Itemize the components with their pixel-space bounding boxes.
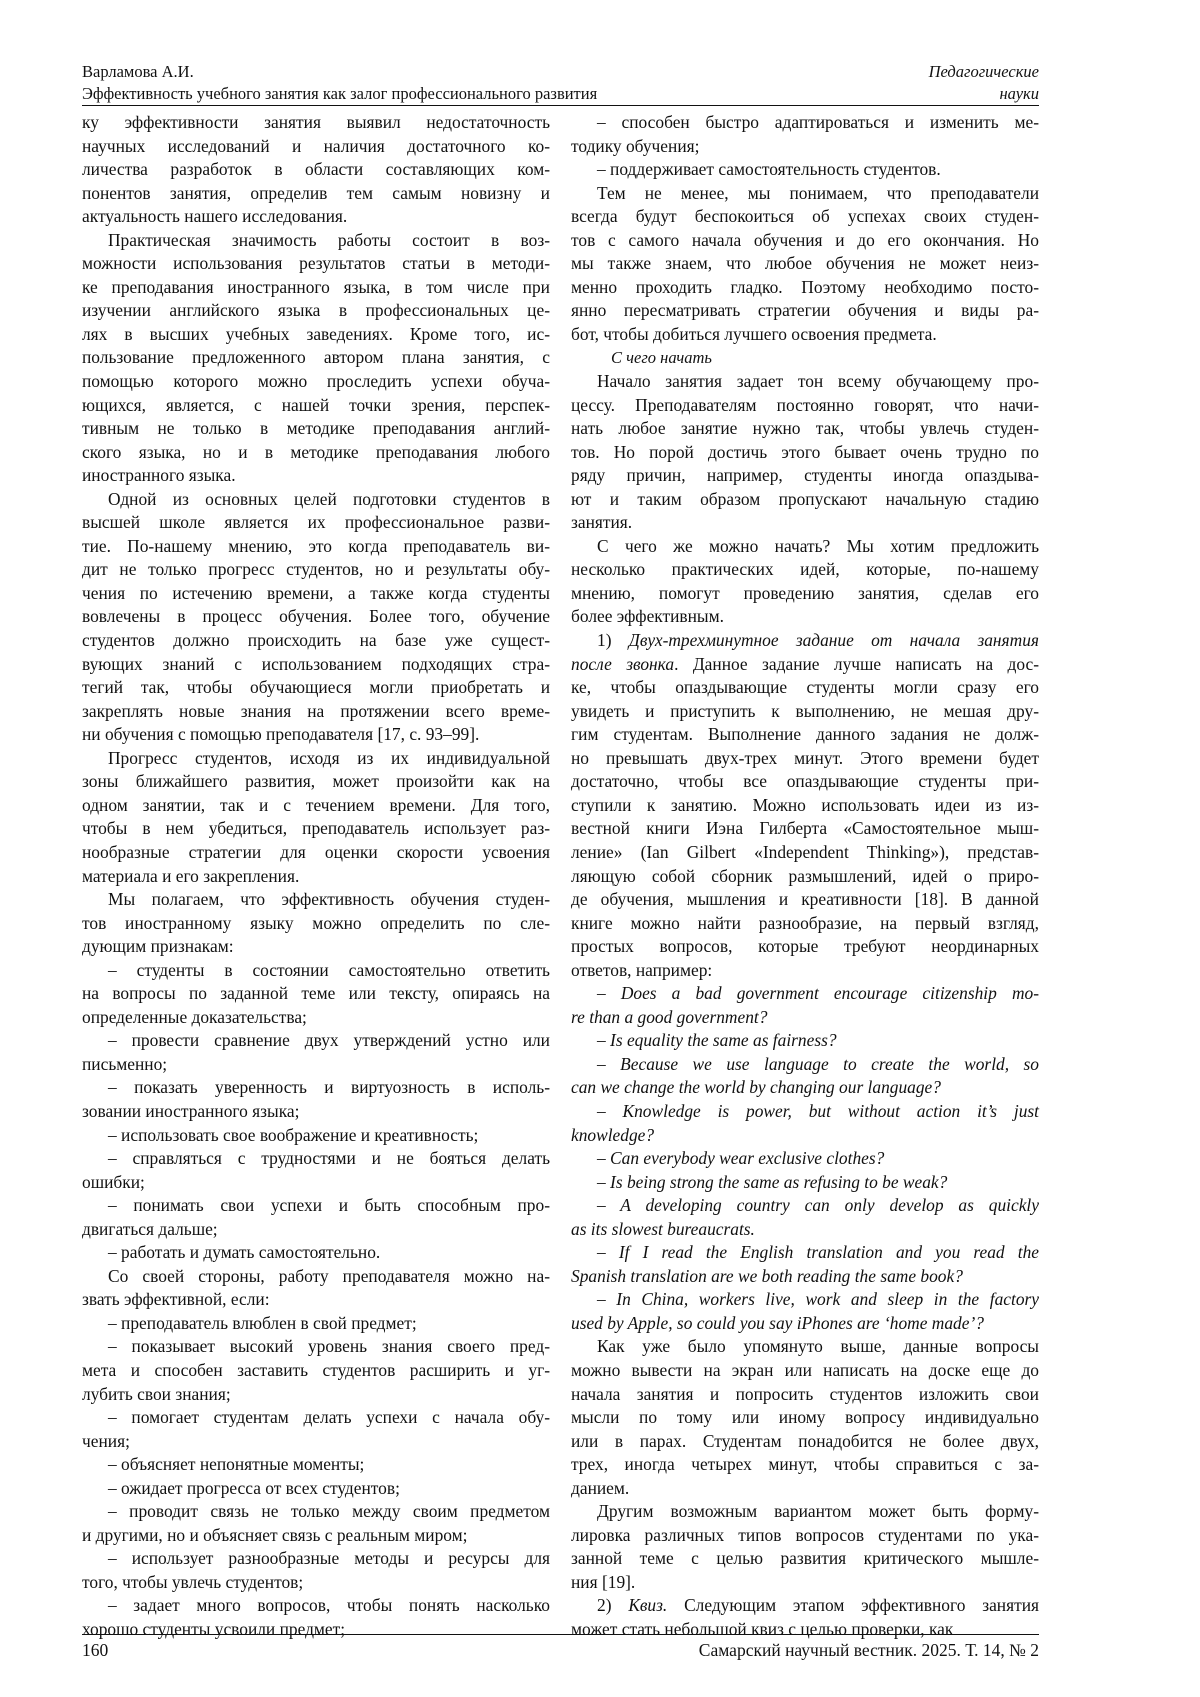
text-line: – Is being strong the same as refusing to be weak? — [571, 1171, 1039, 1195]
text-line: С чего начать — [571, 346, 1039, 370]
text-line: дит не только прогресс студентов, но и результаты обу- — [82, 558, 550, 582]
paragraph — [571, 1194, 1039, 1241]
text-line: и другими, но и объясняет связь с реальным миром; — [82, 1524, 550, 1548]
text-line: научных исследований и наличия достаточного ко- — [82, 135, 550, 159]
text-line: помощью которого можно проследить успехи обуча- — [82, 370, 550, 394]
paragraph — [82, 888, 550, 959]
section-heading — [571, 346, 1039, 370]
text-line: нообразные стратегии для оценки скорости усвоения — [82, 841, 550, 865]
paragraph — [571, 982, 1039, 1029]
text-line: Одной из основных целей подготовки студентов в — [82, 488, 550, 512]
text-segment: 1) — [597, 630, 629, 650]
text-line: тов иностранному языку можно определить по сле- — [82, 912, 550, 936]
right-column — [571, 111, 1039, 1642]
text-line: Практическая значимость работы состоит в воз- — [82, 229, 550, 253]
text-line: мета и способен заставить студентов расширить и уг- — [82, 1359, 550, 1383]
text-line: на вопросы по заданной теме или тексту, опираясь на — [82, 982, 550, 1006]
text-line: одном занятии, так и с течением времени. Для того, — [82, 794, 550, 818]
paragraph — [82, 1335, 550, 1406]
text-line: – Is equality the same as fairness? — [571, 1029, 1039, 1053]
text-line: ния [19]. — [571, 1571, 1039, 1595]
text-line: зоны ближайшего развития, может произойти как на — [82, 770, 550, 794]
text-line: – преподаватель влюблен в свой предмет; — [82, 1312, 550, 1336]
text-line: – провести сравнение двух утверждений устно или — [82, 1029, 550, 1053]
text-line: тов с самого начала обучения и до его окончания. Но — [571, 229, 1039, 253]
text-line: изучении английского языка в профессиональных це- — [82, 299, 550, 323]
paragraph — [82, 1547, 550, 1594]
left-column — [82, 111, 550, 1642]
paragraph — [82, 1029, 550, 1076]
header-rule — [82, 105, 1039, 106]
text-line: ют и таким образом пропускают начальную стадию — [571, 488, 1039, 512]
text-line: вовлечены в процесс обучения. Более того, обучение — [82, 605, 550, 629]
text-line: – справляться с трудностями и не бояться делать — [82, 1147, 550, 1171]
text-line: чтобы в нем убедиться, преподаватель использует раз- — [82, 817, 550, 841]
text-line: – In China, workers live, work and sleep in the factory — [571, 1288, 1039, 1312]
text-line: ни обучения с помощью преподавателя [17, с. 93–99]. — [82, 723, 550, 747]
text-line: ского языка, но и в методике преподавания любого — [82, 441, 550, 465]
text-line: но превышать двух-трех минут. Этого времени будет — [571, 747, 1039, 771]
italic-text: Квиз. — [628, 1595, 667, 1615]
text-line: высшей школе является их профессиональное разви- — [82, 511, 550, 535]
text-line: knowledge? — [571, 1124, 1039, 1148]
text-line — [571, 1594, 1039, 1618]
text-line: лях в высших учебных заведениях. Кроме того, ис- — [82, 323, 550, 347]
paragraph — [82, 111, 550, 229]
text-line: – показать уверенность и виртуозность в исполь- — [82, 1076, 550, 1100]
text-line: – студенты в состоянии самостоятельно ответить — [82, 959, 550, 983]
text-line: used by Apple, so could you say iPhones are ‘home made’? — [571, 1312, 1039, 1336]
text-line: материала и его закрепления. — [82, 865, 550, 889]
italic-text: после звонка — [571, 654, 674, 674]
text-line: тов. Но порой достичь этого бывает очень трудно по — [571, 441, 1039, 465]
text-line: Другим возможным вариантом может быть форму- — [571, 1500, 1039, 1524]
text-line: двигаться дальше; — [82, 1218, 550, 1242]
paragraph — [82, 1477, 550, 1501]
page-number: 160 — [82, 1638, 108, 1662]
text-line: начала занятия и попросить студентов изложить свои — [571, 1383, 1039, 1407]
text-line: тодику обучения; — [571, 135, 1039, 159]
text-line: – Can everybody wear exclusive clothes? — [571, 1147, 1039, 1171]
text-line: может стать небольшой квиз с целью проверки, как — [571, 1618, 1039, 1642]
text-line: можно вывести на экран или написать на доске еще до — [571, 1359, 1039, 1383]
text-line: студентов должно происходить на базе уже сущест- — [82, 629, 550, 653]
text-line: всегда будут беспокоиться об успехах своих студен- — [571, 205, 1039, 229]
paragraph — [571, 1171, 1039, 1195]
paragraph — [82, 1265, 550, 1312]
paragraph — [571, 111, 1039, 158]
text-line: зовании иностранного языка; — [82, 1100, 550, 1124]
text-line: занной теме с целью развития критического мышле- — [571, 1547, 1039, 1571]
text-segment: . Данное задание лучше написать на дос- — [674, 654, 1039, 674]
text-line: данием. — [571, 1477, 1039, 1501]
text-line: тивным не только в методике преподавания англий- — [82, 417, 550, 441]
text-line: трех, иногда четырех минут, чтобы справиться с за- — [571, 1453, 1039, 1477]
text-line: Со своей стороны, работу преподавателя можно на- — [82, 1265, 550, 1289]
text-line: мысли по тому или иному вопросу индивидуально — [571, 1406, 1039, 1430]
paragraph — [571, 629, 1039, 982]
text-line: занятия. — [571, 511, 1039, 535]
text-line: – помогает студентам делать успехи с начала обу- — [82, 1406, 550, 1430]
text-line: – поддерживает самостоятельность студентов. — [571, 158, 1039, 182]
text-line: звать эффективной, если: — [82, 1288, 550, 1312]
paragraph — [571, 1241, 1039, 1288]
text-line: – Knowledge is power, but without action it’s just — [571, 1100, 1039, 1124]
text-line: – проводит связь не только между своим предметом — [82, 1500, 550, 1524]
text-line: ке преподавания иностранного языка, в том числе при — [82, 276, 550, 300]
paragraph — [571, 370, 1039, 535]
paragraph — [82, 959, 550, 1030]
text-line: Spanish translation are we both reading the same book? — [571, 1265, 1039, 1289]
paragraph — [82, 1076, 550, 1123]
header-section-cont: науки — [999, 82, 1039, 106]
text-line: или в парах. Студентам понадобится не более двух, — [571, 1430, 1039, 1454]
paragraph — [82, 1406, 550, 1453]
text-line: лировка различных типов вопросов студентами по ука- — [571, 1524, 1039, 1548]
header-author: Варламова А.И. — [82, 60, 194, 84]
text-line: ряду причин, например, студенты иногда опаздыва- — [571, 464, 1039, 488]
text-segment: 2) — [597, 1595, 628, 1615]
text-line: чения по истечению времени, а также когда студенты — [82, 582, 550, 606]
text-line: мы также знаем, что любое обучения не может неиз- — [571, 252, 1039, 276]
text-line: ляющую собой сборник размышлений, идей о приро- — [571, 865, 1039, 889]
text-line: письменно; — [82, 1053, 550, 1077]
text-line: цессу. Преподавателям постоянно говорят, что начи- — [571, 394, 1039, 418]
paragraph — [571, 1288, 1039, 1335]
text-line: можности использования результатов статьи в методи- — [82, 252, 550, 276]
text-line: закреплять новые знания на протяжении всего време- — [82, 700, 550, 724]
text-line: can we change the world by changing our language? — [571, 1076, 1039, 1100]
text-line: мнению, помогут проведению занятия, сделав его — [571, 582, 1039, 606]
paragraph — [82, 488, 550, 747]
text-line: простых вопросов, которые требуют неординарных — [571, 935, 1039, 959]
footer-rule — [82, 1634, 1039, 1635]
text-line: as its slowest bureaucrats. — [571, 1218, 1039, 1242]
header-article-title: Эффективность учебного занятия как залог профессионального развития — [82, 82, 597, 106]
text-line: более эффективным. — [571, 605, 1039, 629]
paragraph — [571, 1147, 1039, 1171]
text-line: понентов занятия, определив тем самым новизну и — [82, 182, 550, 206]
text-line: – Because we use language to create the world, so — [571, 1053, 1039, 1077]
text-line: – объясняет непонятные моменты; — [82, 1453, 550, 1477]
text-line: гим студентам. Выполнение данного задания не долж- — [571, 723, 1039, 747]
text-line: – использует разнообразные методы и ресурсы для — [82, 1547, 550, 1571]
text-line: – Does a bad government encourage citizenship mo- — [571, 982, 1039, 1006]
text-line: – понимать свои успехи и быть способным про- — [82, 1194, 550, 1218]
text-line: – работать и думать самостоятельно. — [82, 1241, 550, 1265]
paragraph — [82, 229, 550, 488]
journal-citation: Самарский научный вестник. 2025. Т. 14, № 2 — [699, 1638, 1039, 1662]
paragraph — [571, 1053, 1039, 1100]
paragraph — [82, 747, 550, 888]
text-line: актуальность нашего исследования. — [82, 205, 550, 229]
text-line: дующим признакам: — [82, 935, 550, 959]
text-line: ответов, например: — [571, 959, 1039, 983]
text-line: книге можно найти разнообразие, на первый взгляд, — [571, 912, 1039, 936]
text-line: – показывает высокий уровень знания своего пред- — [82, 1335, 550, 1359]
text-line: тегий так, чтобы обучающиеся могли приобретать и — [82, 676, 550, 700]
text-line: нать любое занятие нужно так, чтобы увлечь студен- — [571, 417, 1039, 441]
text-line: – использовать свое воображение и креативность; — [82, 1124, 550, 1148]
text-line: тие. По-нашему мнению, это когда преподаватель ви- — [82, 535, 550, 559]
paragraph — [82, 1312, 550, 1336]
paragraph — [571, 1500, 1039, 1594]
text-line: бот, чтобы добиться лучшего освоения предмета. — [571, 323, 1039, 347]
paragraph — [571, 1335, 1039, 1500]
text-line: – A developing country can only develop as quickly — [571, 1194, 1039, 1218]
text-line: – задает много вопросов, чтобы понять насколько — [82, 1594, 550, 1618]
paragraph — [571, 182, 1039, 347]
text-line: несколько практических идей, которые, по-нашему — [571, 558, 1039, 582]
text-line: ление» (Ian Gilbert «Independent Thinking»), представ- — [571, 841, 1039, 865]
text-line: С чего же можно начать? Мы хотим предложить — [571, 535, 1039, 559]
paragraph — [571, 158, 1039, 182]
text-line: достаточно, чтобы все опаздывающие студенты при- — [571, 770, 1039, 794]
text-line: де обучения, мышления и креативности [18]. В данной — [571, 888, 1039, 912]
text-line: ющихся, является, с нашей точки зрения, перспек- — [82, 394, 550, 418]
text-line: лубить свои знания; — [82, 1383, 550, 1407]
text-line: менно проходить гладко. Поэтому необходимо посто- — [571, 276, 1039, 300]
text-line: увидеть и приступить к выполнению, не мешая дру- — [571, 700, 1039, 724]
text-line: личества разработок в области составляющих ком- — [82, 158, 550, 182]
text-segment: Следующим этапом эффективного занятия — [667, 1595, 1039, 1615]
text-line: вестной книги Иэна Гилберта «Самостоятельное мыш- — [571, 817, 1039, 841]
paragraph — [82, 1500, 550, 1547]
text-line: вующих знаний с использованием подходящих стра- — [82, 653, 550, 677]
text-line: Как уже было упомянуто выше, данные вопросы — [571, 1335, 1039, 1359]
text-line: чения; — [82, 1430, 550, 1454]
text-line: определенные доказательства; — [82, 1006, 550, 1030]
paragraph — [82, 1241, 550, 1265]
text-line: хорошо студенты усвоили предмет; — [82, 1618, 550, 1642]
paragraph — [82, 1194, 550, 1241]
text-line: – ожидает прогресса от всех студентов; — [82, 1477, 550, 1501]
text-line — [571, 629, 1039, 653]
paragraph — [571, 535, 1039, 629]
paragraph — [82, 1124, 550, 1148]
text-line: Тем не менее, мы понимаем, что преподаватели — [571, 182, 1039, 206]
italic-text: Двух-трехминутное задание от начала занятия — [629, 630, 1039, 650]
text-line — [571, 653, 1039, 677]
text-line: – If I read the English translation and you read the — [571, 1241, 1039, 1265]
text-line: Мы полагаем, что эффективность обучения студен- — [82, 888, 550, 912]
text-line: янно пересматривать стратегии обучения и виды ра- — [571, 299, 1039, 323]
paragraph — [82, 1453, 550, 1477]
header-section: Педагогические — [929, 60, 1039, 84]
paragraph — [571, 1100, 1039, 1147]
text-line: ошибки; — [82, 1171, 550, 1195]
text-line: Начало занятия задает тон всему обучающему про- — [571, 370, 1039, 394]
text-line: того, чтобы увлечь студентов; — [82, 1571, 550, 1595]
text-line: Прогресс студентов, исходя из их индивидуальной — [82, 747, 550, 771]
text-line: пользование предложенного автором плана занятия, с — [82, 346, 550, 370]
paragraph — [82, 1147, 550, 1194]
paragraph — [571, 1029, 1039, 1053]
text-line: ке, чтобы опаздывающие студенты могли сразу его — [571, 676, 1039, 700]
text-line: ступили к занятию. Можно использовать идеи из из- — [571, 794, 1039, 818]
text-line: иностранного языка. — [82, 464, 550, 488]
text-line: ку эффективности занятия выявил недостаточность — [82, 111, 550, 135]
text-line: – способен быстро адаптироваться и изменить ме- — [571, 111, 1039, 135]
text-line: re than a good government? — [571, 1006, 1039, 1030]
